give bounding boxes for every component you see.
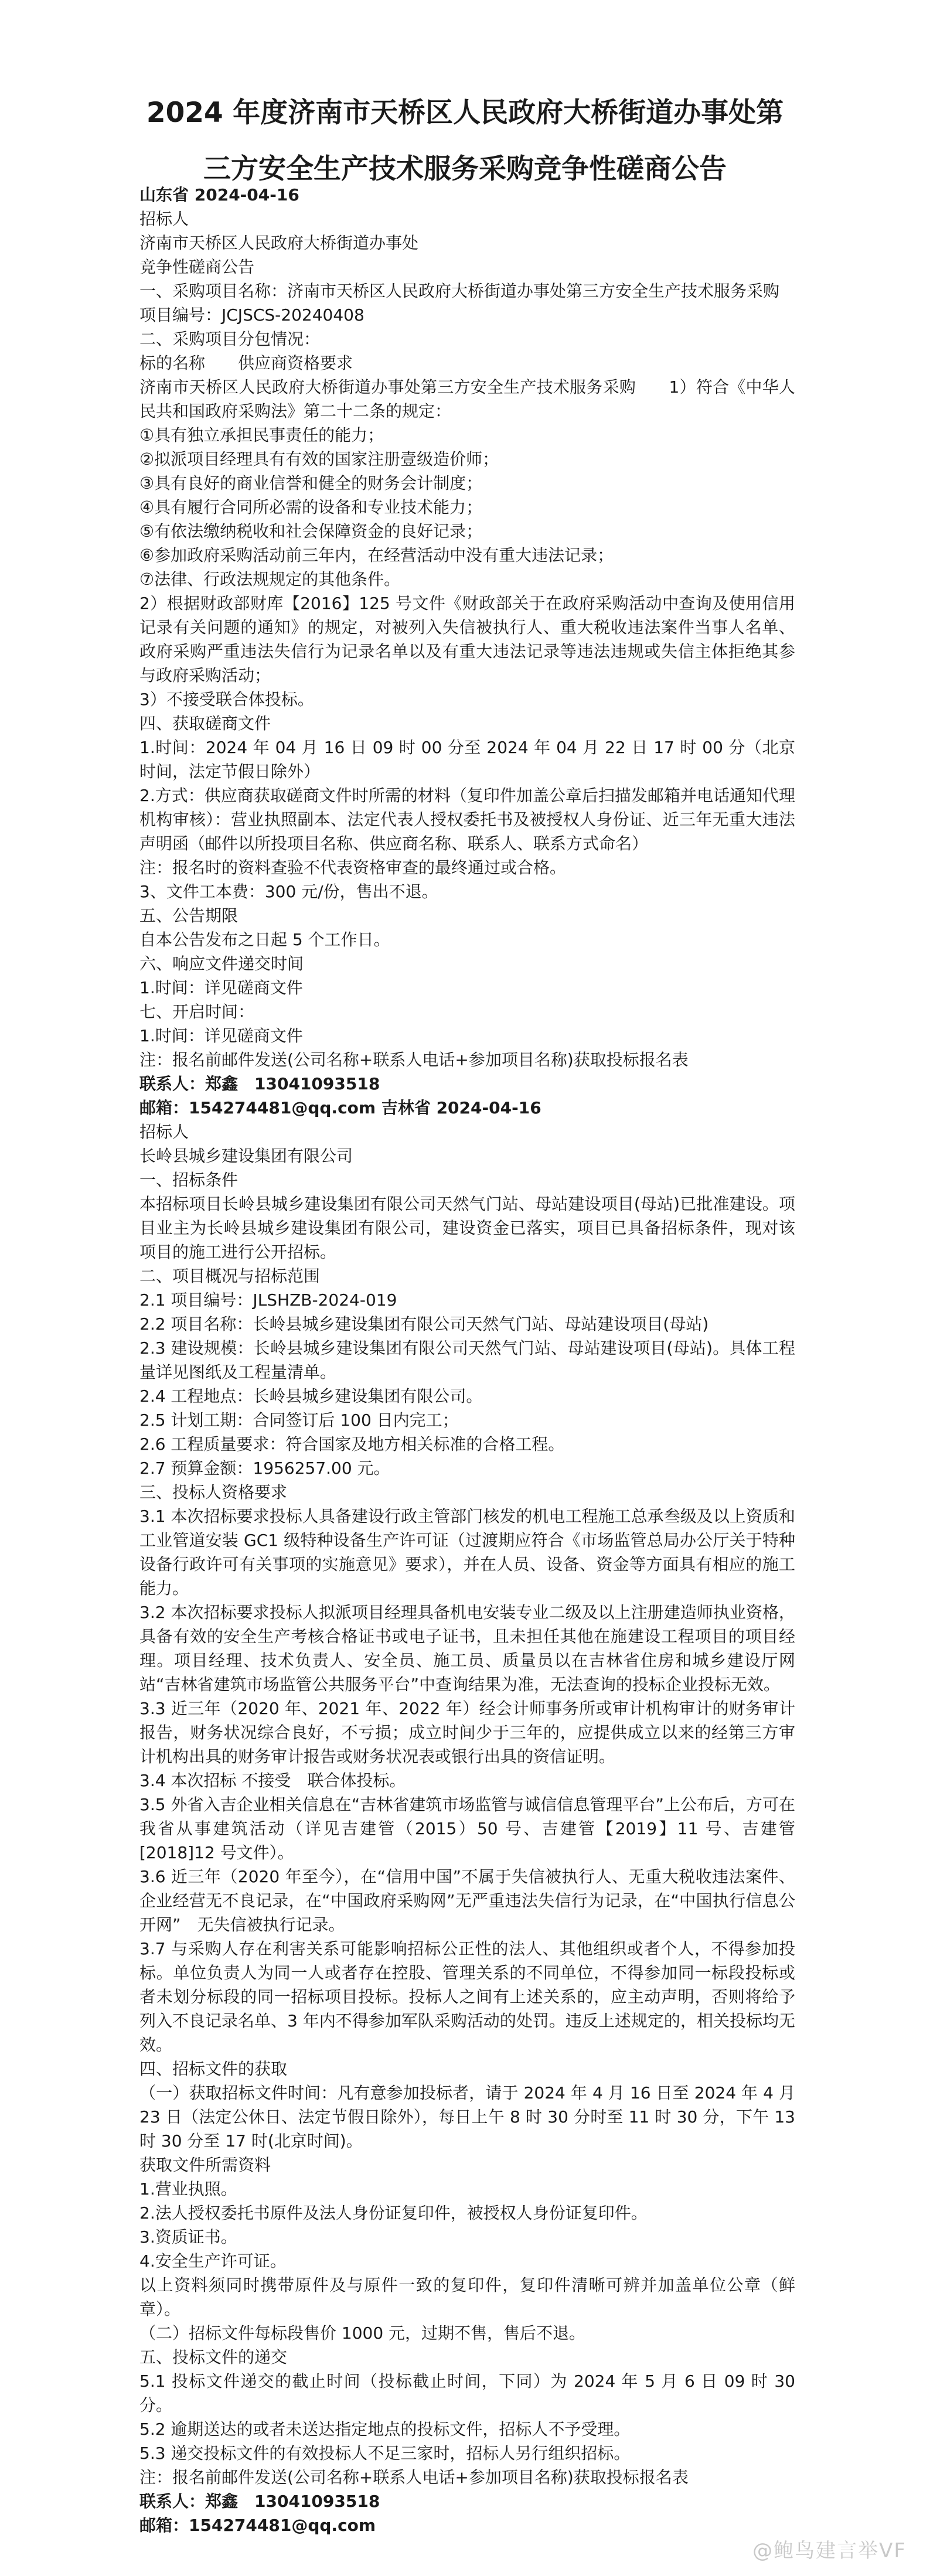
paragraph: （二）招标文件每标段售价 1000 元，过期不售，售后不退。 xyxy=(139,2323,586,2343)
paragraph: 2.7 预算金额：1956257.00 元。 xyxy=(139,1459,390,1478)
paragraph: 二、项目概况与招标范围 xyxy=(139,1266,321,1286)
paragraph: 六、响应文件递交时间 xyxy=(139,954,304,973)
paragraph: 5.3 递交投标文件的有效投标人不足三家时，招标人另行组织招标。 xyxy=(139,2444,631,2463)
watermark: @鲍鸟建言举VF xyxy=(752,2539,907,2563)
paragraph: 3.7 与采购人存在利害关系可能影响招标公正性的法人、其他组织或者个人，不得参加投标。单位负责人为同一人或者存在控股、管理关系的不同单位，不得参加同一标段投标或者未划分标段的同一招标项目投标。投标人之间有上述关系的，应主动声明，否则将给予列入不良记录名单、3 年内不得参加军队采购活动的处罚。违反上述规定的，相关投标均无效。 xyxy=(139,1939,795,2054)
paragraph: 2.法人授权委托书原件及法人身份证复印件，被授权人身份证复印件。 xyxy=(139,2203,648,2223)
paragraph: 标的名称 供应商资格要求 xyxy=(139,353,353,373)
paragraph: 四、招标文件的获取 xyxy=(139,2059,288,2078)
paragraph: 二、采购项目分包情况： xyxy=(139,329,321,349)
document-title xyxy=(70,85,860,197)
paragraph: 2.4 工程地点：长岭县城乡建设集团有限公司。 xyxy=(139,1386,483,1406)
paragraph: 三、投标人资格要求 xyxy=(139,1483,288,1502)
paragraph: 3.2 本次招标要求投标人拟派项目经理具备机电安装专业二级及以上注册建造师执业资格，具备有效的安全生产考核合格证书或电子证书，且未担任其他在施建设工程项目的项目经理。项目经理、技术负责人、安全员、施工员、质量员以在吉林省住房和城乡建设厅网站“吉林省建筑市场监管公共服务平台”中查询结果为准，无法查询的投标企业投标无效。 xyxy=(139,1603,795,1694)
paragraph: 3.6 近三年（2020 年至今），在“信用中国”不属于失信被执行人、无重大税收违法案件、企业经营无不良记录，在“中国政府采购网”无严重违法失信行为记录，在“中国执行信息公开网” 无失信被执行记录。 xyxy=(139,1867,795,1934)
paragraph: 自本公告发布之日起 5 个工作日。 xyxy=(139,930,390,949)
paragraph: 2.方式：供应商获取磋商文件时所需的材料（复印件加盖公章后扫描发邮箱并电话通知代理机构审核）：营业执照副本、法定代表人授权委托书及被授权人身份证、近三年无重大违法声明函（邮件以所投项目名称、供应商名称、联系人、联系方式命名） xyxy=(139,786,795,853)
document-body xyxy=(139,183,795,2537)
paragraph: 竞争性磋商公告 xyxy=(139,257,255,277)
paragraph: ⑥参加政府采购活动前三年内，在经营活动中没有重大违法记录； xyxy=(139,546,614,565)
paragraph: 5.1 投标文件递交的截止时间（投标截止时间，下同）为 2024 年 5 月 6 日 09 时 30 分。 xyxy=(139,2371,795,2415)
paragraph: 山东省 2024-04-16 xyxy=(139,185,299,205)
paragraph: 3、文件工本费：300 元/份，售出不退。 xyxy=(139,882,438,901)
paragraph: 2.5 计划工期：合同签订后 100 日内完工； xyxy=(139,1410,459,1430)
paragraph: 5.2 逾期送达的或者未送达指定地点的投标文件，招标人不予受理。 xyxy=(139,2420,631,2439)
paragraph: 联系人：郑鑫 13041093518 xyxy=(139,1074,380,1093)
paragraph: ③具有良好的商业信誉和健全的财务会计制度； xyxy=(139,473,483,493)
paragraph: 七、开启时间： xyxy=(139,1002,255,1021)
paragraph: 4.安全生产许可证。 xyxy=(139,2251,287,2271)
paragraph: ④具有履行合同所必需的设备和专业技术能力； xyxy=(139,498,483,517)
paragraph: 一、采购项目名称：济南市天桥区人民政府大桥街道办事处第三方安全生产技术服务采购 xyxy=(139,281,780,301)
paragraph: 2.3 建设规模：长岭县城乡建设集团有限公司天然气门站、母站建设项目(母站)。具体工程量详见图纸及工程量清单。 xyxy=(139,1338,795,1382)
paragraph: 五、投标文件的递交 xyxy=(139,2347,288,2367)
paragraph: 2）根据财政部财库【2016】125 号文件《财政部关于在政府采购活动中查询及使用信用记录有关问题的通知》的规定，对被列入失信被执行人、重大税收违法案件当事人名单、政府采购严重违法失信行为记录名单以及有重大违法记录等违法违规或失信主体拒绝其参与政府采购活动； xyxy=(139,594,795,685)
paragraph: 1.时间：详见磋商文件 xyxy=(139,978,303,997)
paragraph: 2.2 项目名称：长岭县城乡建设集团有限公司天然气门站、母站建设项目(母站) xyxy=(139,1314,709,1334)
paragraph: 注：报名前邮件发送(公司名称+联系人电话+参加项目名称)获取投标报名表 xyxy=(139,1050,689,1069)
paragraph: 1.营业执照。 xyxy=(139,2179,237,2199)
paragraph: 四、获取磋商文件 xyxy=(139,714,271,733)
paragraph: 1.时间：详见磋商文件 xyxy=(139,1026,303,1045)
paragraph: 一、招标条件 xyxy=(139,1170,239,1190)
paragraph: ⑦法律、行政法规规定的其他条件。 xyxy=(139,570,401,589)
paragraph: 联系人：郑鑫 13041093518 xyxy=(139,2492,380,2511)
paragraph: 2.6 工程质量要求：符合国家及地方相关标准的合格工程。 xyxy=(139,1434,565,1454)
paragraph: 注：报名时的资料查验不代表资格审查的最终通过或合格。 xyxy=(139,858,567,877)
paragraph: 3.3 近三年（2020 年、2021 年、2022 年）经会计师事务所或审计机构审计的财务审计报告，财务状况综合良好，不亏损；成立时间少于三年的，应提供成立以来的经第三方审计机构出具的财务审计报告或财务状况表或银行出具的资信证明。 xyxy=(139,1699,795,1766)
paragraph: 项目编号：JCJSCS-20240408 xyxy=(139,305,364,325)
paragraph: 济南市天桥区人民政府大桥街道办事处 xyxy=(139,233,419,253)
paragraph: 3.5 外省入吉企业相关信息在“吉林省建筑市场监管与诚信信息管理平台”上公布后，方可在我省从事建筑活动（详见吉建管（2015）50 号、吉建管【2019】11 号、吉建管 [2018]12 号文件）。 xyxy=(139,1795,795,1862)
paragraph: 邮箱：154274481@qq.com xyxy=(139,2516,376,2535)
title-line-2: 三方安全生产技术服务采购竞争性磋商公告 xyxy=(203,153,727,185)
paragraph: ①具有独立承担民事责任的能力； xyxy=(139,425,384,445)
paragraph: 济南市天桥区人民政府大桥街道办事处第三方安全生产技术服务采购 1）符合《中华人民共和国政府采购法》第二十二条的规定： xyxy=(139,377,795,421)
paragraph: ⑤有依法缴纳税收和社会保障资金的良好记录； xyxy=(139,522,483,541)
paragraph: 长岭县城乡建设集团有限公司 xyxy=(139,1146,353,1166)
paragraph: 以上资料须同时携带原件及与原件一致的复印件，复印件清晰可辨并加盖单位公章（鲜章）。 xyxy=(139,2275,795,2319)
paragraph: 1.时间：2024 年 04 月 16 日 09 时 00 分至 2024 年 04 月 22 日 17 时 00 分（北京时间，法定节假日除外） xyxy=(139,738,795,781)
paragraph: 获取文件所需资料 xyxy=(139,2155,271,2175)
paragraph: 3.1 本次招标要求投标人具备建设行政主管部门核发的机电工程施工总承叁级及以上资质和工业管道安装 GC1 级特种设备生产许可证（过渡期应符合《市场监管总局办公厅关于特种设备行政许可有关事项的实施意见》要求），并在人员、设备、资金等方面具有相应的施工能力。 xyxy=(139,1507,795,1598)
paragraph: 注：报名前邮件发送(公司名称+联系人电话+参加项目名称)获取投标报名表 xyxy=(139,2468,689,2487)
paragraph: 3）不接受联合体投标。 xyxy=(139,690,314,709)
paragraph: 3.资质证书。 xyxy=(139,2227,237,2247)
paragraph: 招标人 xyxy=(139,209,189,229)
paragraph: 3.4 本次招标 不接受 联合体投标。 xyxy=(139,1771,406,1790)
paragraph: ②拟派项目经理具有有效的国家注册壹级造价师； xyxy=(139,449,499,469)
paragraph: 2.1 项目编号：JLSHZB-2024-019 xyxy=(139,1290,397,1310)
title-line-1: 2024 年度济南市天桥区人民政府大桥街道办事处第 xyxy=(146,97,784,129)
paragraph: 邮箱：154274481@qq.com 吉林省 2024-04-16 xyxy=(139,1098,541,1117)
paragraph: （一）获取招标文件时间：凡有意参加投标者，请于 2024 年 4 月 16 日至 2024 年 4 月 23 日（法定公休日、法定节假日除外），每日上午 8 时 30 分时至 11 时 30 分，下午 13 时 30 分至 17 时(北京时间)。 xyxy=(139,2083,795,2151)
paragraph: 本招标项目长岭县城乡建设集团有限公司天然气门站、母站建设项目(母站)已批准建设。项目业主为长岭县城乡建设集团有限公司，建设资金已落实，项目已具备招标条件，现对该项目的施工进行公开招标。 xyxy=(139,1194,795,1262)
paragraph: 五、公告期限 xyxy=(139,906,239,925)
paragraph: 招标人 xyxy=(139,1122,189,1142)
